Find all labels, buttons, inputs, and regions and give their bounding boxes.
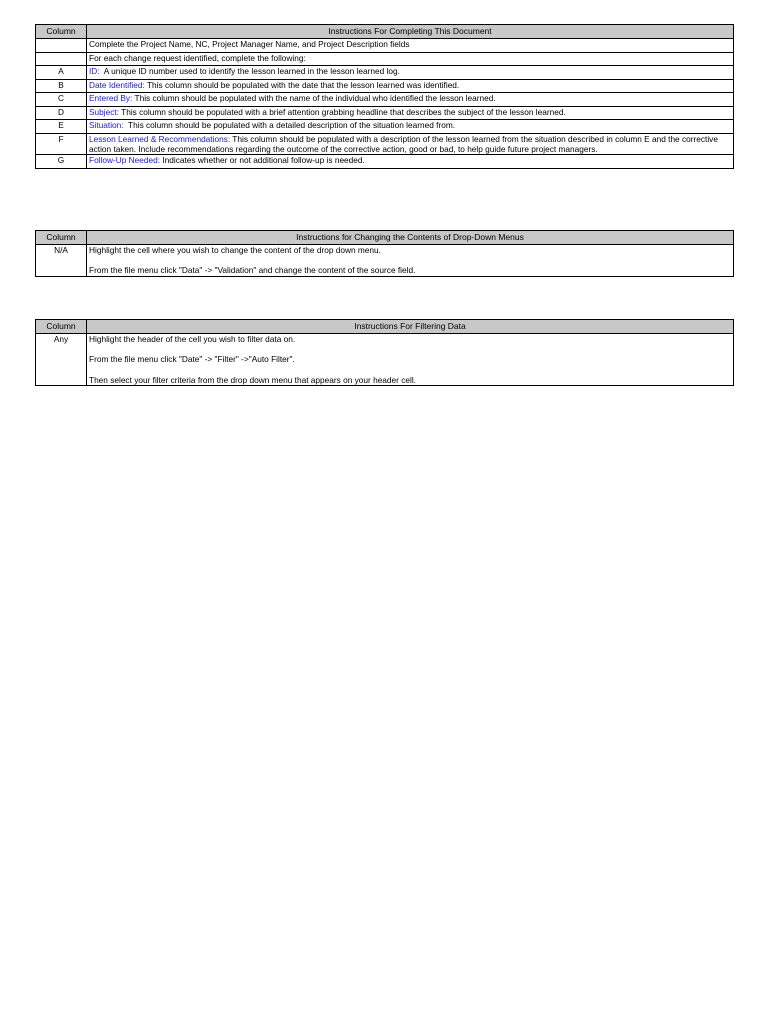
field-description: Complete the Project Name, NC, Project Manager Name, and Project Description fields	[89, 39, 410, 49]
table-row	[36, 106, 734, 120]
column-letter	[36, 39, 87, 53]
table-row	[36, 334, 734, 386]
field-description: Indicates whether or not additional follow-up is needed.	[160, 155, 365, 166]
field-term: Date Identified:	[89, 79, 145, 90]
instruction-cell	[87, 245, 734, 277]
field-description: For each change request identified, complete the following:	[89, 52, 306, 63]
instruction-cell	[87, 79, 734, 93]
field-term: Lesson Learned & Recommendations:	[89, 133, 231, 144]
column-header: Column	[36, 320, 87, 334]
field-term: Entered By:	[89, 93, 133, 103]
instruction-line: Then select your filter criteria from the drop down menu that appears on your header cell.	[89, 374, 416, 385]
field-description: A unique ID number used to identify the lesson learned in the lesson learned log.	[99, 66, 400, 76]
column-letter: Any	[36, 334, 87, 386]
column-letter: A	[36, 66, 87, 80]
column-letter: G	[36, 155, 87, 169]
instruction-cell	[87, 155, 734, 169]
instruction-cell	[87, 39, 734, 53]
instruction-line: From the file menu click "Data" -> "Validation" and change the content of the source field.	[89, 265, 416, 276]
table-row	[36, 120, 734, 134]
column-letter: D	[36, 106, 87, 120]
field-description: This column should be populated with a detailed description of the situation learned from.	[123, 120, 456, 130]
instructions-header: Instructions For Completing This Document	[87, 25, 734, 39]
field-description: This column should be populated with the date that the lesson learned was identified.	[144, 79, 460, 90]
column-header: Column	[36, 25, 87, 39]
field-description: This column should be populated with a brief attention grabbing headline that describes the subject of the lesson learned.	[118, 106, 566, 117]
instructions-header: Instructions for Changing the Contents of Drop-Down Menus	[87, 231, 734, 245]
instruction-cell	[87, 120, 734, 134]
instruction-line: From the file menu click "Date" -> "Filter" ->"Auto Filter".	[89, 354, 295, 365]
table-header-row	[36, 231, 734, 245]
field-term: Subject:	[89, 106, 119, 117]
instruction-cell	[87, 66, 734, 80]
instruction-cell	[87, 93, 734, 107]
table-row	[36, 155, 734, 169]
table-header-row	[36, 25, 734, 39]
table-row	[36, 66, 734, 80]
column-letter: N/A	[36, 245, 87, 277]
dropdown-instructions-table	[35, 230, 734, 277]
column-letter: B	[36, 79, 87, 93]
instruction-cell	[87, 133, 734, 155]
completing-instructions-table	[35, 24, 734, 169]
column-letter	[36, 52, 87, 66]
instructions-header: Instructions For Filtering Data	[87, 320, 734, 334]
table-row	[36, 245, 734, 277]
field-description: This column should be populated with the name of the individual who identified the lesson learned.	[132, 93, 496, 103]
table-header-row	[36, 320, 734, 334]
field-term: ID:	[89, 66, 100, 76]
table-row	[36, 52, 734, 66]
instruction-cell	[87, 106, 734, 120]
column-letter: C	[36, 93, 87, 107]
instruction-line: Highlight the header of the cell you wish to filter data on.	[89, 334, 296, 344]
field-term: Situation:	[89, 120, 124, 130]
table-row	[36, 133, 734, 155]
instruction-cell	[87, 334, 734, 386]
column-header: Column	[36, 231, 87, 245]
filtering-instructions-table	[35, 319, 734, 386]
instruction-line: Highlight the cell where you wish to change the content of the drop down menu.	[89, 245, 381, 255]
field-description: This column should be populated with a description of the lesson learned from the situation described in column E and the corrective action taken. Include recommendations regarding the outcome of the corrective action, good or bad, to help guide future project managers.	[89, 133, 721, 154]
column-letter: E	[36, 120, 87, 134]
column-letter: F	[36, 133, 87, 155]
instruction-cell	[87, 52, 734, 66]
field-term: Follow-Up Needed:	[89, 155, 161, 166]
table-row	[36, 93, 734, 107]
table-row	[36, 39, 734, 53]
table-row	[36, 79, 734, 93]
